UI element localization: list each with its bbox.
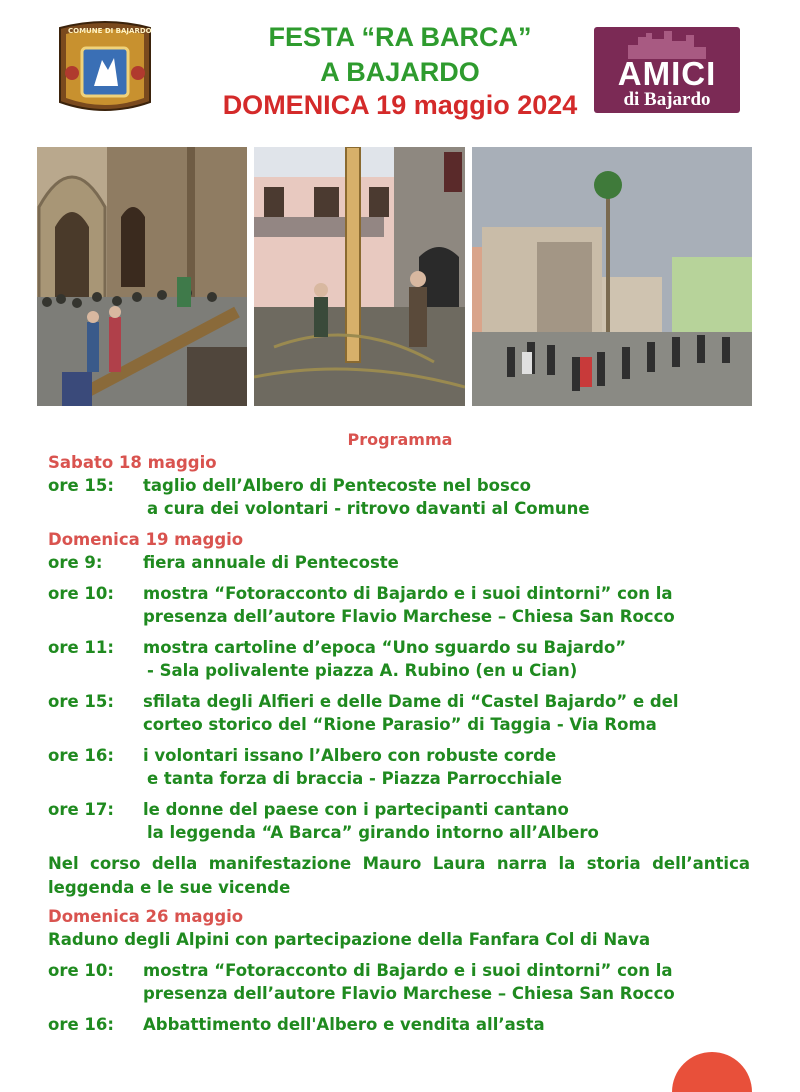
title-line-2: A BAJARDO (320, 57, 480, 87)
event-time: ore 16: (48, 746, 114, 765)
event-text: le donne del paese con i partecipanti cantano (143, 800, 569, 819)
event-text: fiera annuale di Pentecoste (143, 553, 399, 572)
day-sabato: Sabato 18 maggio (48, 453, 217, 472)
event-time: ore 17: (48, 800, 114, 819)
manifestazione-note: Nel corso della manifestazione Mauro Laura narra la storia dell’antica leggenda e le sue vicende (48, 854, 750, 897)
orange-badge-edge (672, 1052, 752, 1092)
amici-di-bajardo-logo (594, 27, 740, 113)
event-text: presenza dell’autore Flavio Marchese – Chiesa San Rocco (143, 984, 675, 1003)
logo-di-bajardo: di Bajardo (623, 89, 711, 110)
event-text: taglio dell’Albero di Pentecoste nel bosco (143, 476, 531, 495)
event-text: Abbattimento dell'Albero e vendita all’asta (143, 1015, 545, 1034)
photo-circle-dance (472, 147, 752, 406)
event-text: - Sala polivalente piazza A. Rubino (en u Cian) (147, 661, 578, 680)
event-text: sfilata degli Alfieri e delle Dame di “Castel Bajardo” e del (143, 692, 679, 711)
event-time: ore 10: (48, 584, 114, 603)
event-time: ore 9: (48, 553, 103, 572)
event-text: e tanta forza di braccia - Piazza Parrocchiale (147, 769, 562, 788)
title-date: DOMENICA 19 maggio 2024 (222, 90, 578, 120)
photo-tree-raising (254, 147, 465, 406)
event-time: ore 15: (48, 692, 114, 711)
logo-amici: AMICI (617, 55, 717, 92)
event-text: mostra cartoline d’epoca “Uno sguardo su Bajardo” (143, 638, 627, 657)
day-domenica-26: Domenica 26 maggio (48, 907, 244, 926)
event-time: ore 15: (48, 476, 114, 495)
photo-church-square (37, 147, 247, 406)
day-domenica-19: Domenica 19 maggio (48, 530, 244, 549)
event-text: mostra “Fotoracconto di Bajardo e i suoi dintorni” con la (143, 584, 673, 603)
title-line-1: FESTA “RA BARCA” (268, 22, 532, 52)
alpini-raduno: Raduno degli Alpini con partecipazione della Fanfara Col di Nava (48, 930, 651, 949)
event-text: la leggenda “A Barca” girando intorno all’Albero (147, 823, 599, 842)
event-time: ore 11: (48, 638, 114, 657)
event-time: ore 16: (48, 1015, 114, 1034)
event-text: corteo storico del “Rione Parasio” di Taggia - Via Roma (143, 715, 657, 734)
event-text: presenza dell’autore Flavio Marchese – Chiesa San Rocco (143, 607, 675, 626)
emblem-text: COMUNE DI BAJARDO (68, 27, 152, 35)
event-text: mostra “Fotoracconto di Bajardo e i suoi dintorni” con la (143, 961, 673, 980)
programma-title: Programma (347, 430, 453, 449)
event-text: i volontari issano l’Albero con robuste corde (143, 746, 557, 765)
event-time: ore 10: (48, 961, 114, 980)
event-text: a cura dei volontari - ritrovo davanti al Comune (147, 499, 590, 518)
